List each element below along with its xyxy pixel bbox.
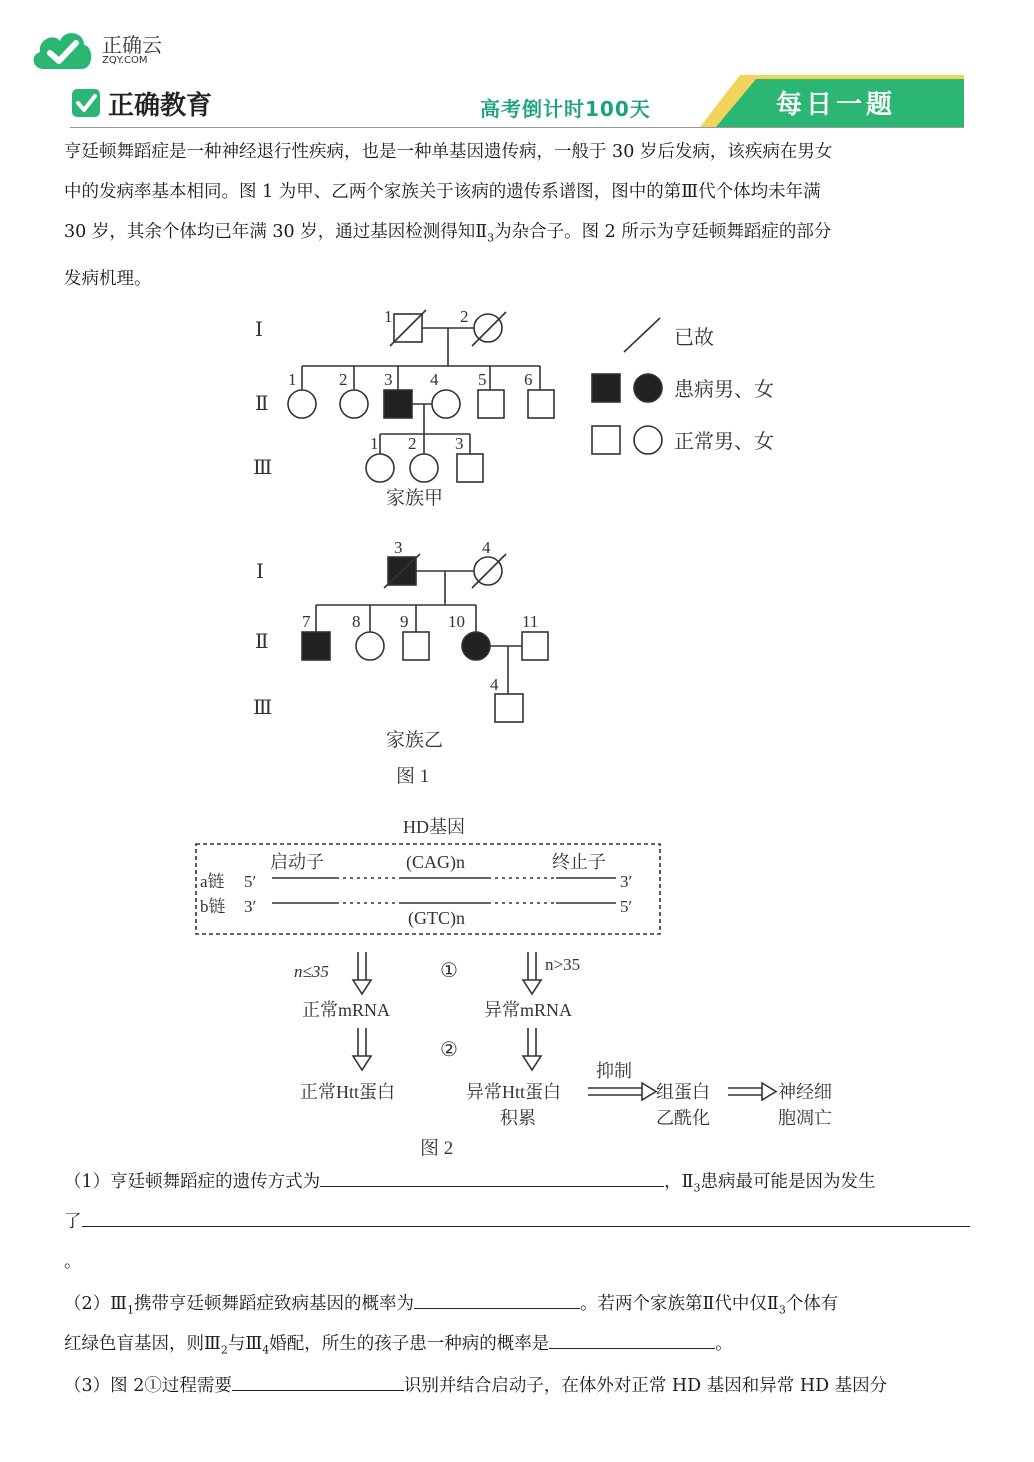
pedigree-family-b: [253, 538, 548, 787]
svg-text:1: 1: [384, 307, 393, 326]
intro-line: 发病机理。: [64, 268, 152, 289]
pedigree-legend: [592, 318, 774, 454]
family-a-label: 家族甲: [386, 488, 444, 509]
deceased-slash: [390, 310, 426, 346]
question-2-cont: 红绿色盲基因，则$Ⅲ_2$与$Ⅲ_4$婚配，所生的孩子患一种病的概率是 。: [64, 1330, 974, 1357]
svg-text:②: ②: [440, 1039, 458, 1061]
svg-text:3: 3: [455, 434, 464, 453]
svg-text:乙酰化: 乙酰化: [656, 1108, 710, 1128]
svg-text:8: 8: [352, 612, 361, 631]
svg-text:3′: 3′: [244, 897, 257, 916]
svg-text:启动子: 启动子: [270, 852, 324, 872]
svg-text:10: 10: [448, 612, 465, 631]
svg-text:4: 4: [490, 675, 499, 694]
svg-text:抑制: 抑制: [596, 1061, 632, 1081]
svg-text:4: 4: [482, 538, 491, 557]
question-1-end: 。: [64, 1252, 82, 1272]
svg-text:正常Htt蛋白: 正常Htt蛋白: [300, 1082, 396, 1102]
answer-blank[interactable]: [232, 1372, 404, 1391]
banner-title: 每日一题: [776, 90, 897, 120]
female-deceased: [474, 314, 502, 342]
svg-text:异常Htt蛋白: 异常Htt蛋白: [466, 1082, 562, 1102]
answer-blank[interactable]: [549, 1330, 715, 1349]
svg-text:5′: 5′: [244, 872, 257, 891]
svg-text:5′: 5′: [620, 897, 633, 916]
svg-text:Ⅲ: Ⅲ: [253, 697, 273, 719]
svg-text:b链: b链: [200, 897, 226, 916]
svg-text:终止子: 终止子: [552, 852, 606, 872]
intro-line: 中的发病率基本相同。图 1 为甲、乙两个家族关于该病的遗传系谱图，图中的第Ⅲ代个体均未年满: [64, 182, 821, 202]
svg-text:1: 1: [288, 370, 297, 389]
svg-text:异常mRNA: 异常mRNA: [484, 1000, 573, 1020]
answer-blank[interactable]: [82, 1208, 970, 1227]
svg-text:正常mRNA: 正常mRNA: [302, 1000, 391, 1020]
svg-text:5: 5: [478, 370, 487, 389]
question-1-cont: 了: [64, 1208, 974, 1233]
legend-normal: 正常男、女: [674, 431, 774, 453]
hd-gene-title: HD基因: [403, 817, 465, 837]
svg-text:①: ①: [440, 960, 458, 982]
svg-text:3: 3: [384, 370, 393, 389]
svg-text:(GTC)n: (GTC)n: [408, 908, 465, 928]
svg-text:积累: 积累: [500, 1108, 536, 1128]
svg-text:组蛋白: 组蛋白: [656, 1082, 710, 1102]
question-1: （1）亨廷顿舞蹈症的遗传方式为 ，$Ⅱ_3$患病最可能是因为发生: [64, 1168, 974, 1195]
logo-domain: ZQY.COM: [102, 55, 148, 66]
svg-text:1: 1: [370, 434, 379, 453]
svg-text:6: 6: [524, 370, 533, 389]
gen-label: Ⅰ: [255, 319, 263, 341]
countdown-text: 高考倒计时100天: [480, 97, 651, 121]
answer-blank[interactable]: [320, 1168, 664, 1187]
family-b-label: 家族乙: [386, 730, 444, 751]
affected-male: [384, 390, 412, 418]
svg-text:胞凋亡: 胞凋亡: [778, 1108, 832, 1128]
gen-label: Ⅱ: [255, 393, 269, 415]
svg-text:n≤35: n≤35: [294, 962, 329, 981]
brand-title: 正确教育: [108, 91, 213, 121]
svg-text:2: 2: [408, 434, 417, 453]
gen-label: Ⅲ: [253, 457, 273, 479]
svg-text:Ⅱ: Ⅱ: [255, 631, 269, 653]
svg-text:n>35: n>35: [545, 955, 581, 974]
legend-affected: 患病男、女: [674, 379, 774, 401]
answer-blank[interactable]: [414, 1290, 580, 1309]
deceased-slash: [472, 312, 506, 346]
figure1-caption: 图 1: [396, 766, 430, 787]
svg-text:神经细: 神经细: [778, 1082, 832, 1102]
svg-text:9: 9: [400, 612, 409, 631]
svg-text:2: 2: [460, 307, 469, 326]
question-3: （3）图 2①过程需要 识别并结合启动子，在体外对正常 HD 基因和异常 HD 基因分: [64, 1372, 974, 1397]
logo-name: 正确云: [102, 33, 162, 57]
question-2: $(2)Ⅲ_1$携带亨廷顿舞蹈症致病基因的概率为 。若两个家族第Ⅱ代中仅$Ⅱ_3$个体有: [64, 1290, 974, 1317]
svg-text:11: 11: [522, 612, 539, 631]
intro-line: 亨廷顿舞蹈症是一种神经退行性疾病，也是一种单基因遗传病，一般于 30 岁后发病，该疾病在男女: [64, 142, 833, 162]
svg-text:Ⅰ: Ⅰ: [256, 561, 264, 583]
svg-text:3′: 3′: [620, 872, 633, 891]
svg-text:7: 7: [302, 612, 311, 631]
legend-dead: 已故: [674, 327, 714, 349]
svg-text:a链: a链: [200, 872, 225, 891]
svg-text:(CAG)n: (CAG)n: [406, 852, 465, 872]
svg-text:3: 3: [394, 538, 403, 557]
intro-line: 30 岁，其余个体均已年满 30 岁，通过基因检测得知$Ⅱ_3$为杂合子。图 2 所示为亨廷顿舞蹈症的部分: [64, 222, 832, 245]
figure2-caption: 图 2: [420, 1138, 454, 1159]
svg-text:2: 2: [339, 370, 348, 389]
svg-text:4: 4: [430, 370, 439, 389]
pedigree-family-a: [253, 307, 554, 509]
hd-gene-mechanism: [196, 817, 832, 1159]
